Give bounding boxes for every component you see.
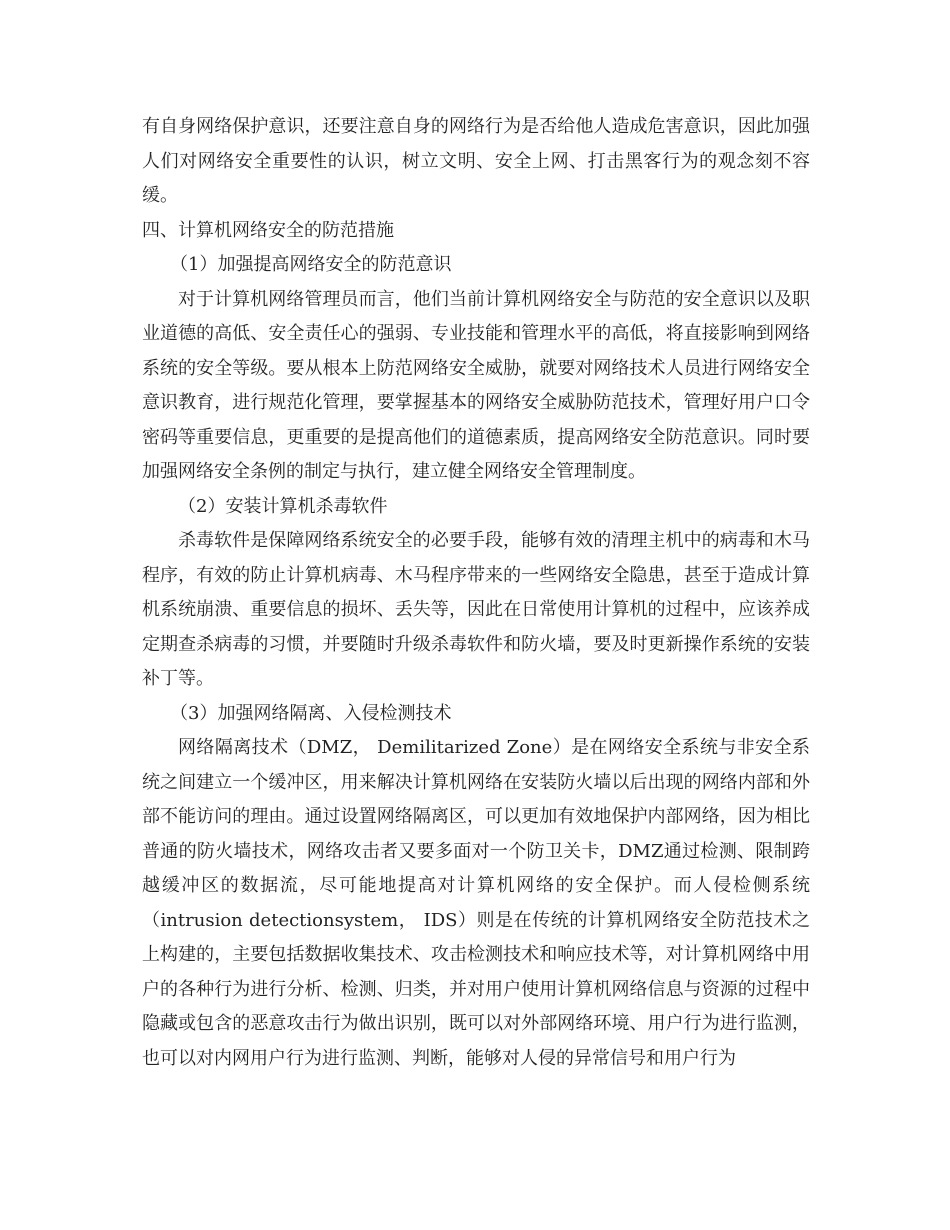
paragraph-isolation-ids: 网络隔离技术（DMZ， Demilitarized Zone）是在网络安全系统与非安全系统之间建立一个缓冲区，用来解决计算机网络在安装防火墙以后出现的网络内部和外部不能访问的理由。通过设置网络隔离区，可以更加有效地保护内部网络，因为相比普通的防火墙技术，网络攻击者又要多面对一个防卫关卡，DMZ通过检测、限制跨越缓冲区的数据流，尽可能地提高对计算机网络的安全保护。而人侵检侧系统（intrusion detectionsystem， IDS）则是在传统的计算机网络安全防范技术之上构建的，主要包括数据收集技术、攻击检测技术和响应技术等，对计算机网络中用户的各种行为进行分析、检测、归类，并对用户使用计算机网络信息与资源的过程中隐藏或包含的恶意攻击行为做出识别，既可以对外部网络环境、用户行为进行监测，也可以对内网用户行为进行监测、判断，能够对人侵的异常信号和用户行为 — [142, 737, 810, 1069]
section-heading-4: 四、计算机网络安全的防范措施 — [142, 219, 394, 241]
paragraph-awareness: 对于计算机网络管理员而言，他们当前计算机网络安全与防范的安全意识以及职业道德的高低、安全责任心的强弱、专业技能和管理水平的高低，将直接影响到网络系统的安全等级。要从根本上防范网络安全威胁，就要对网络技术人员进行网络安全意识教育，进行规范化管理，要掌握基本的网络安全威胁防范技术，管理好用户口令密码等重要信息，更重要的是提高他们的道德素质，提高网络安全防范意识。同时要加强网络安全条例的制定与执行，建立健全网络安全管理制度。 — [142, 288, 810, 482]
subheading-3: （3）加强网络隔离、入侵检测技术 — [170, 702, 452, 724]
document-body — [142, 110, 810, 1076]
subheading-1: （1）加强提高网络安全的防范意识 — [170, 254, 452, 275]
paragraph-continued: 有自身网络保护意识，还要注意自身的网络行为是否给他人造成危害意识，因此加强人们对网络安全重要性的认识，树立文明、安全上网、打击黑客行为的观念刻不容缓。 — [142, 116, 810, 206]
paragraph-antivirus: 杀毒软件是保障网络系统安全的必要手段，能够有效的清理主机中的病毒和木马程序，有效的防止计算机病毒、木马程序带来的一些网络安全隐患，甚至于造成计算机系统崩溃、重要信息的损坏、丢失等，因此在日常使用计算机的过程中，应该养成定期查杀病毒的习惯，并要随时升级杀毒软件和防火墙，要及时更新操作系统的安装补丁等。 — [142, 530, 810, 689]
subheading-2: （2）安装计算机杀毒软件 — [178, 495, 388, 517]
